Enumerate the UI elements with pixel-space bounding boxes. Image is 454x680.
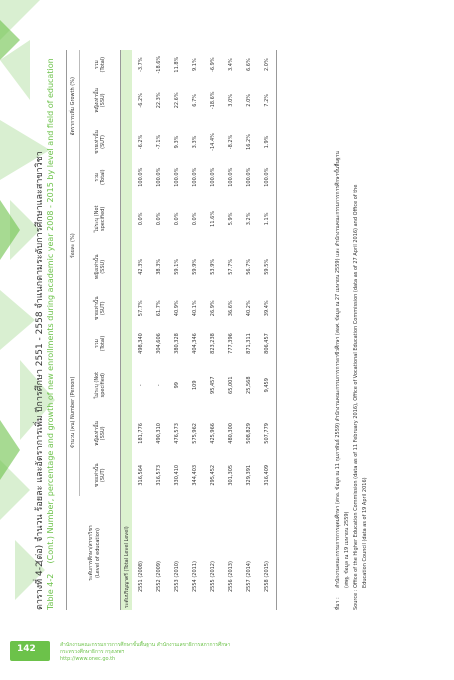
table-cell: 59.5% <box>258 246 277 288</box>
table-notes <box>334 50 370 610</box>
table-cell: 11.6% <box>210 210 216 227</box>
note-key: Source : <box>353 589 359 610</box>
table-cell: - <box>156 384 162 387</box>
table-cell: 61.7% <box>156 300 162 317</box>
header-level-english: (Level of education) <box>94 528 101 578</box>
header-number-group: จำนวน (คน) Number (Person) <box>67 329 80 496</box>
enrollment-table <box>66 50 277 610</box>
note-text: (สพฐ. ข้อมูล ณ 19 เมษายน 2559) <box>344 511 350 588</box>
table-row <box>150 50 168 610</box>
footer-org-line-1: สำนักงานคณะกรรมการการศึกษาขั้นพื้นฐาน สำนักงานเลขาธิการสภาการศึกษา <box>60 642 231 648</box>
table-cell: 777,396 <box>228 333 234 354</box>
table-cell: 344,403 <box>192 464 198 486</box>
table-cell: 100.0% <box>138 167 144 187</box>
table-cell: 40.1% <box>192 300 198 317</box>
table-cell: -6.2% <box>138 134 144 150</box>
table-cell: 9.3% <box>174 135 180 149</box>
table-cell: 3.3% <box>192 135 198 149</box>
table-row <box>240 50 258 610</box>
table-cell: 575,962 <box>192 423 198 444</box>
table-cell: 38.3% <box>156 258 162 275</box>
header-col: ชายเท่านั้น (SUT) <box>94 463 106 488</box>
table-cell: 56.7% <box>246 258 252 275</box>
table-cell: 53.9% <box>210 258 216 275</box>
table-cell: 316,409 <box>258 455 277 496</box>
section-label: ระดับปริญญาตรี (Total Level Level) <box>121 50 133 610</box>
table-cell: 1.1% <box>258 192 277 246</box>
header-col: ไม่ระบุ (Not specified) <box>94 205 106 233</box>
row-year: 2554 (2011) <box>192 561 198 592</box>
table-cell: 99 <box>174 382 180 389</box>
table-cell: 109 <box>192 380 198 390</box>
header-percent-group: ร้อยละ (%) <box>67 163 80 329</box>
note-key <box>343 588 352 610</box>
table-cell: 295,452 <box>210 464 216 486</box>
table-cell: 100.0% <box>192 167 198 187</box>
header-level-thai: ระดับการศึกษา/สาขาวิชา <box>87 525 94 581</box>
table-cell: 100.0% <box>228 167 234 187</box>
table-cell: 100.0% <box>156 167 162 187</box>
table-cell: 95,457 <box>210 376 216 394</box>
table-cell: -18.6% <box>156 55 162 74</box>
table-cell: 3.4% <box>228 58 234 71</box>
table-cell: 100.0% <box>246 167 252 187</box>
header-growth-group: อัตราการเพิ่ม Growth (%) <box>67 50 80 163</box>
table-cell: 9.1% <box>192 58 198 71</box>
footer-org-line-2: กระทรวงศึกษาธิการ กรุงเทพฯ <box>60 649 125 655</box>
table-title-thai-text: (ต่อ) จำนวน ร้อยละ และอัตราการเพิ่ม ปีการศึกษา 2551 - 2558 จำแนกตามระดับการศึกษาและสาขาวิชา <box>35 151 45 564</box>
table-row <box>168 50 186 610</box>
row-year: 2558 (2015) <box>258 496 277 610</box>
note-line <box>334 50 343 610</box>
table-cell: -14.4% <box>210 133 216 151</box>
table-cell: 304,606 <box>156 333 162 354</box>
table-cell: 823,238 <box>210 333 216 354</box>
table-cell: 22.6% <box>174 92 180 109</box>
row-year: 2556 (2013) <box>228 561 234 592</box>
table-cell: 806,457 <box>258 329 277 358</box>
row-year: 2552 (2009) <box>156 561 162 592</box>
table-title-english <box>46 58 55 610</box>
header-col: รวม (Total) <box>94 169 106 186</box>
table-cell: 40.9% <box>174 300 180 317</box>
note-line <box>352 50 361 610</box>
note-line <box>361 50 370 610</box>
header-col: ไม่ระบุ (Not specified) <box>94 371 106 399</box>
table-cell: 100.0% <box>258 163 277 192</box>
page-number: 142 <box>17 644 36 654</box>
table-cell: 3.0% <box>228 93 234 107</box>
row-year: 2553 (2010) <box>174 561 180 592</box>
note-key: ที่มา : <box>335 597 341 610</box>
table-row <box>132 50 150 610</box>
table-cell: 59.1% <box>174 258 180 275</box>
header-level <box>67 496 121 610</box>
table-cell: 5.9% <box>228 212 234 226</box>
header-col: รวม (Total) <box>94 335 106 352</box>
table-cell: 0.0% <box>156 212 162 226</box>
table-cell: 9,459 <box>258 358 277 412</box>
table-title-thai <box>32 151 46 610</box>
table-label-english: Table 4-2 <box>46 573 55 610</box>
table-cell: 100.0% <box>174 167 180 187</box>
table-cell: - <box>138 384 144 387</box>
table-cell: 39.4% <box>258 288 277 329</box>
table-cell: 65,001 <box>228 376 234 394</box>
table-cell: -8.2% <box>228 134 234 150</box>
note-text: สำนักงานคณะกรรมการการอุดมศึกษา (สกอ. ข้อมูล ณ 11 กุมภาพันธ์ 2559) สำนักงานคณะกรรมการการอาชีวศึกษา (สอศ. ข้อมูล ณ 27 เมษายน 2559) และ สำนักงานคณะกรรมการการศึกษาขั้นพื้นฐาน <box>335 151 341 588</box>
header-col: หญิงเท่านั้น (SSU) <box>94 421 106 446</box>
table-row <box>222 50 240 610</box>
table-cell: 6.6% <box>246 58 252 71</box>
table-cell: 498,340 <box>138 333 144 354</box>
note-line <box>343 50 352 610</box>
header-col: รวม (Total) <box>94 56 106 73</box>
table-cell: 40.2% <box>246 300 252 317</box>
table-cell: 0.0% <box>174 212 180 226</box>
table-cell: -3.7% <box>138 57 144 72</box>
table-cell: 22.3% <box>156 92 162 109</box>
table-cell: 11.8% <box>174 56 180 73</box>
row-year: 2555 (2012) <box>210 561 216 592</box>
note-text: Education Council (data as of 19 April 2016) <box>362 477 368 588</box>
table-cell: 316,573 <box>156 464 162 486</box>
header-col: ชายเท่านั้น (SUT) <box>94 130 106 154</box>
table-cell: 0.0% <box>138 212 144 226</box>
table-cell: 480,300 <box>228 423 234 444</box>
table-cell: 425,966 <box>210 423 216 444</box>
table-cell: 42.3% <box>138 258 144 275</box>
table-cell: 57.7% <box>228 258 234 275</box>
note-text: Office of the Higher Education Commission (data as of 11 February 2016), Office of Vocational Education Commission (data as of 27 April 2016) and Office of the <box>353 184 359 588</box>
table-cell: 59.9% <box>192 258 198 275</box>
table-row <box>204 50 222 610</box>
table-cell: 0.0% <box>192 212 198 226</box>
table-cell: 871,311 <box>246 333 252 354</box>
table-title-english-text: (Cont.) Number, percentage and growth of new enrollments during academic year 2008 - 2015 by level and field of education <box>46 58 55 564</box>
table-cell: 490,310 <box>156 423 162 444</box>
footer-organization <box>60 642 230 663</box>
table-cell: 7.2% <box>258 79 277 121</box>
table-cell: 507,779 <box>258 412 277 454</box>
table-cell: 329,391 <box>246 464 252 486</box>
table-cell: -18.6% <box>210 91 216 110</box>
table-row <box>258 50 277 610</box>
table-cell: 100.0% <box>210 167 216 187</box>
table-cell: 330,410 <box>174 464 180 486</box>
table-cell: 25,568 <box>246 376 252 394</box>
table-cell: 36.6% <box>228 300 234 317</box>
table-cell: 6.7% <box>192 93 198 107</box>
header-col: ชายเท่านั้น (SUT) <box>94 296 106 321</box>
table-cell: 2.0% <box>246 93 252 107</box>
table-cell: 476,573 <box>174 423 180 444</box>
table-cell: 26.9% <box>210 300 216 317</box>
table-cell: 181,776 <box>138 423 144 444</box>
note-key <box>361 588 370 610</box>
table-cell: -6.2% <box>138 93 144 108</box>
table-cell: 508,829 <box>246 423 252 444</box>
table-cell: 57.7% <box>138 300 144 317</box>
row-year: 2551 (2008) <box>138 561 144 592</box>
header-col: หญิงเท่านั้น (SSU) <box>94 88 106 113</box>
rotated-table-page <box>32 10 412 610</box>
table-cell: -7.1% <box>156 134 162 150</box>
table-cell: 2.0% <box>258 50 277 79</box>
table-cell: -6.9% <box>210 57 216 72</box>
table-cell: 404,346 <box>192 333 198 354</box>
table-cell: 301,305 <box>228 464 234 486</box>
table-cell: 380,328 <box>174 333 180 354</box>
table-cell: 1.9% <box>258 121 277 162</box>
footer-url[interactable]: http://www.onec.go.th <box>60 656 116 662</box>
header-col: หญิงเท่านั้น (SSU) <box>94 254 106 280</box>
table-cell: 316,564 <box>138 464 144 486</box>
table-cell: 16.2% <box>246 134 252 150</box>
table-cell: 3.2% <box>246 212 252 226</box>
row-year: 2557 (2014) <box>246 561 252 592</box>
table-row <box>186 50 204 610</box>
table-label-thai: ตารางที่ 4-2 <box>35 561 45 610</box>
